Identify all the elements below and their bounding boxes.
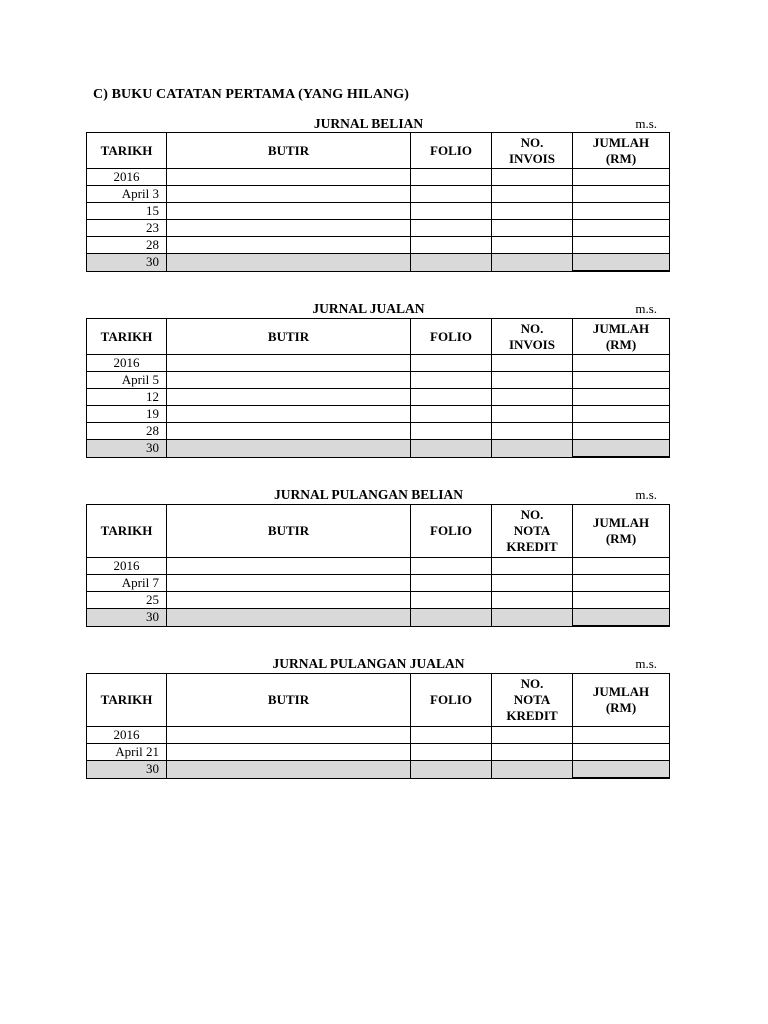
doc-no-cell[interactable] [492, 609, 573, 627]
folio-cell[interactable] [411, 761, 492, 779]
butir-cell[interactable] [167, 406, 411, 423]
column-header-butir: BUTIR [167, 133, 411, 169]
folio-cell[interactable] [411, 609, 492, 627]
table-header-row [87, 319, 670, 355]
journal-title: JURNAL BELIAN [313, 116, 424, 131]
header-line: INVOIS [509, 336, 555, 352]
section-title-row [86, 487, 669, 503]
doc-no-cell[interactable] [492, 389, 573, 406]
table-row [87, 169, 670, 186]
column-header-jumlah [573, 674, 670, 727]
doc-no-cell[interactable] [492, 575, 573, 592]
butir-cell[interactable] [167, 169, 411, 186]
column-header-jumlah [573, 505, 670, 558]
table-row [87, 575, 670, 592]
column-header-tarikh: TARIKH [87, 505, 167, 558]
doc-no-cell[interactable] [492, 727, 573, 744]
jumlah-total-cell[interactable] [573, 609, 670, 627]
butir-cell[interactable] [167, 237, 411, 254]
jumlah-cell[interactable] [573, 558, 670, 575]
date-cell[interactable]: 2016 [87, 355, 167, 372]
butir-cell[interactable] [167, 592, 411, 609]
table-row [87, 592, 670, 609]
date-cell[interactable]: 30 [87, 761, 167, 779]
butir-cell[interactable] [167, 186, 411, 203]
butir-cell[interactable] [167, 372, 411, 389]
date-cell[interactable]: 30 [87, 254, 167, 272]
jumlah-cell[interactable] [573, 169, 670, 186]
table-row [87, 389, 670, 406]
header-line: INVOIS [509, 150, 555, 166]
doc-no-cell[interactable] [492, 423, 573, 440]
header-line: NO. [520, 676, 544, 691]
total-row [87, 440, 670, 458]
column-header-folio: FOLIO [411, 505, 492, 558]
butir-cell[interactable] [167, 761, 411, 779]
date-cell[interactable]: 2016 [87, 558, 167, 575]
doc-no-cell[interactable] [492, 744, 573, 761]
jumlah-cell[interactable] [573, 423, 670, 440]
header-line: NOTA [513, 692, 551, 707]
jumlah-cell[interactable] [573, 186, 670, 203]
folio-cell[interactable] [411, 186, 492, 203]
folio-cell[interactable] [411, 237, 492, 254]
table-row [87, 355, 670, 372]
jumlah-total-cell[interactable] [573, 254, 670, 272]
column-header-tarikh: TARIKH [87, 319, 167, 355]
table-row [87, 237, 670, 254]
column-header-butir: BUTIR [167, 505, 411, 558]
column-header-jumlah [573, 319, 670, 355]
folio-cell[interactable] [411, 169, 492, 186]
header-line: NO. [520, 134, 544, 150]
column-header-butir: BUTIR [167, 319, 411, 355]
folio-cell[interactable] [411, 254, 492, 272]
journal-title: JURNAL JUALAN [312, 301, 425, 316]
total-row [87, 609, 670, 627]
table-row [87, 372, 670, 389]
column-header-folio: FOLIO [411, 133, 492, 169]
table-row [87, 203, 670, 220]
date-cell[interactable]: 28 [87, 237, 167, 254]
column-header-folio: FOLIO [411, 674, 492, 727]
butir-cell[interactable] [167, 203, 411, 220]
doc-no-cell[interactable] [492, 406, 573, 423]
jumlah-cell[interactable] [573, 744, 670, 761]
jumlah-cell[interactable] [573, 203, 670, 220]
column-header-no-nota-kredit [492, 505, 573, 558]
folio-cell[interactable] [411, 372, 492, 389]
column-header-no-nota-kredit [492, 674, 573, 727]
folio-cell[interactable] [411, 744, 492, 761]
header-line: JUMLAH [592, 134, 650, 150]
date-cell[interactable]: 30 [87, 609, 167, 627]
column-header-no-invois [492, 133, 573, 169]
header-line: JUMLAH [592, 515, 650, 530]
table-header-row [87, 505, 670, 558]
section-title-row [86, 656, 669, 672]
doc-no-cell[interactable] [492, 558, 573, 575]
table-row [87, 186, 670, 203]
folio-cell[interactable] [411, 592, 492, 609]
butir-cell[interactable] [167, 355, 411, 372]
date-cell[interactable]: April 21 [87, 744, 167, 761]
table-row [87, 220, 670, 237]
folio-cell[interactable] [411, 203, 492, 220]
header-line: NO. [520, 507, 544, 522]
page-number-label: m.s. [635, 656, 657, 671]
header-line: (RM) [605, 150, 637, 166]
header-line: (RM) [605, 700, 637, 715]
folio-cell[interactable] [411, 220, 492, 237]
header-line: KREDIT [506, 539, 558, 554]
jumlah-cell[interactable] [573, 727, 670, 744]
jurnal-pulangan-jualan-table [86, 673, 670, 779]
jumlah-cell[interactable] [573, 372, 670, 389]
column-header-jumlah [573, 133, 670, 169]
section-title-row [86, 301, 669, 317]
folio-cell[interactable] [411, 575, 492, 592]
total-row [87, 761, 670, 779]
folio-cell[interactable] [411, 355, 492, 372]
doc-no-cell[interactable] [492, 372, 573, 389]
doc-no-cell[interactable] [492, 169, 573, 186]
doc-no-cell[interactable] [492, 761, 573, 779]
table-row [87, 423, 670, 440]
jumlah-cell[interactable] [573, 220, 670, 237]
jumlah-cell[interactable] [573, 389, 670, 406]
total-row [87, 254, 670, 272]
butir-cell[interactable] [167, 727, 411, 744]
header-line: JUMLAH [592, 684, 650, 699]
table-row [87, 406, 670, 423]
doc-no-cell[interactable] [492, 220, 573, 237]
butir-cell[interactable] [167, 220, 411, 237]
folio-cell[interactable] [411, 558, 492, 575]
butir-cell[interactable] [167, 609, 411, 627]
butir-cell[interactable] [167, 440, 411, 458]
jumlah-cell[interactable] [573, 355, 670, 372]
jurnal-jualan-table [86, 318, 670, 458]
date-cell[interactable]: 12 [87, 389, 167, 406]
jumlah-total-cell[interactable] [573, 761, 670, 779]
date-cell[interactable]: 25 [87, 592, 167, 609]
table-row [87, 744, 670, 761]
table-header-row [87, 133, 670, 169]
doc-no-cell[interactable] [492, 254, 573, 272]
folio-cell[interactable] [411, 406, 492, 423]
page-number-label: m.s. [635, 301, 657, 316]
header-line: (RM) [605, 531, 637, 546]
butir-cell[interactable] [167, 389, 411, 406]
date-cell[interactable]: 23 [87, 220, 167, 237]
doc-no-cell[interactable] [492, 186, 573, 203]
date-cell[interactable]: 2016 [87, 727, 167, 744]
header-line: JUMLAH [592, 320, 650, 336]
date-cell[interactable]: 28 [87, 423, 167, 440]
folio-cell[interactable] [411, 423, 492, 440]
jurnal-pulangan-belian-table [86, 504, 670, 627]
table-row [87, 558, 670, 575]
header-line: (RM) [605, 336, 637, 352]
doc-no-cell[interactable] [492, 440, 573, 458]
date-cell[interactable]: April 5 [87, 372, 167, 389]
date-cell[interactable]: 30 [87, 440, 167, 458]
doc-no-cell[interactable] [492, 237, 573, 254]
jumlah-cell[interactable] [573, 592, 670, 609]
table-row [87, 727, 670, 744]
column-header-no-invois [492, 319, 573, 355]
page-number-label: m.s. [635, 116, 657, 131]
folio-cell[interactable] [411, 727, 492, 744]
date-cell[interactable]: 2016 [87, 169, 167, 186]
jumlah-cell[interactable] [573, 237, 670, 254]
page-number-label: m.s. [635, 487, 657, 502]
jumlah-cell[interactable] [573, 406, 670, 423]
butir-cell[interactable] [167, 575, 411, 592]
doc-no-cell[interactable] [492, 355, 573, 372]
butir-cell[interactable] [167, 423, 411, 440]
doc-no-cell[interactable] [492, 203, 573, 220]
column-header-butir: BUTIR [167, 674, 411, 727]
folio-cell[interactable] [411, 389, 492, 406]
header-line: KREDIT [506, 708, 558, 723]
header-line: NOTA [513, 523, 551, 538]
butir-cell[interactable] [167, 744, 411, 761]
date-cell[interactable]: April 3 [87, 186, 167, 203]
section-title-row [86, 116, 669, 132]
date-cell[interactable]: 19 [87, 406, 167, 423]
journal-title: JURNAL PULANGAN BELIAN [273, 487, 464, 502]
page-heading: C) BUKU CATATAN PERTAMA (YANG HILANG) [93, 87, 410, 102]
jurnal-belian-table [86, 132, 670, 272]
column-header-tarikh: TARIKH [87, 133, 167, 169]
butir-cell[interactable] [167, 254, 411, 272]
table-header-row [87, 674, 670, 727]
jumlah-total-cell[interactable] [573, 440, 670, 458]
column-header-tarikh: TARIKH [87, 674, 167, 727]
date-cell[interactable]: April 7 [87, 575, 167, 592]
journal-title: JURNAL PULANGAN JUALAN [272, 656, 465, 671]
date-cell[interactable]: 15 [87, 203, 167, 220]
header-line: NO. [520, 320, 544, 336]
doc-no-cell[interactable] [492, 592, 573, 609]
column-header-folio: FOLIO [411, 319, 492, 355]
butir-cell[interactable] [167, 558, 411, 575]
folio-cell[interactable] [411, 440, 492, 458]
jumlah-cell[interactable] [573, 575, 670, 592]
